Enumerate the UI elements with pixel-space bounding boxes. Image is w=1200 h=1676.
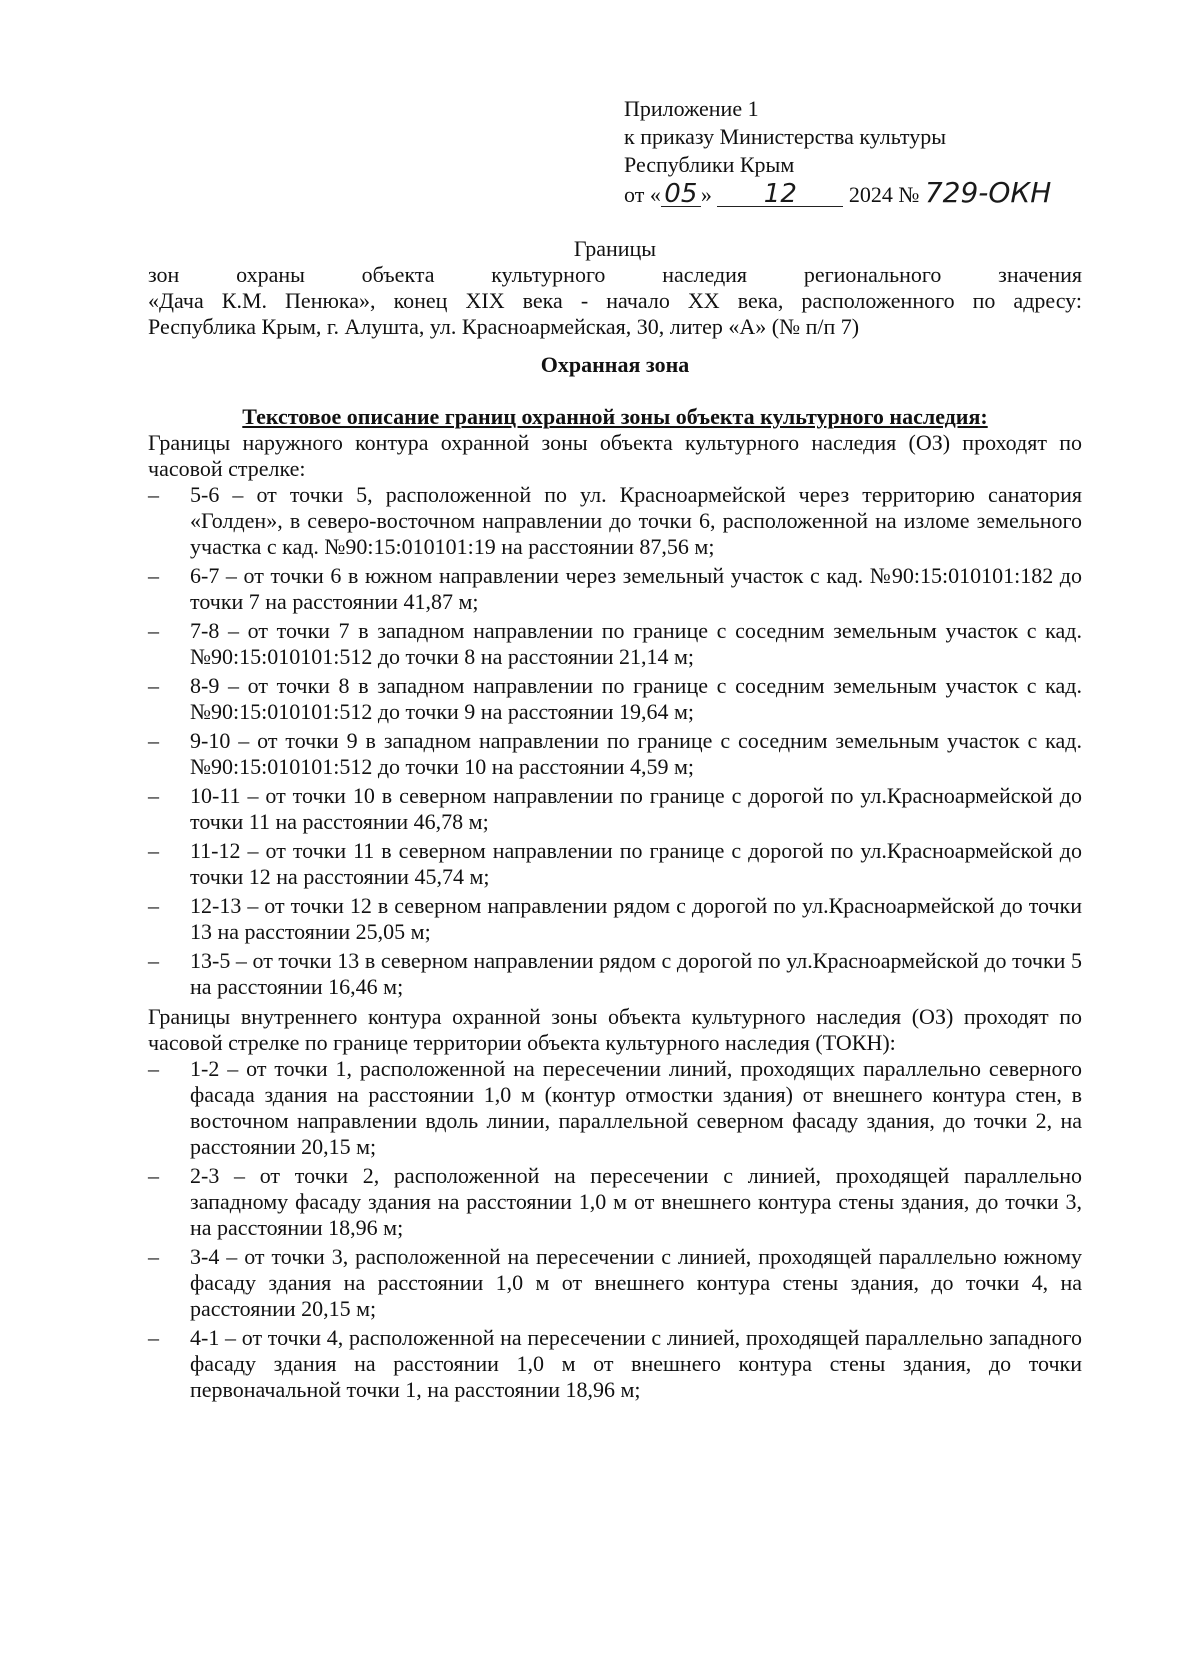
- list-item-text: 3-4 – от точки 3, расположенной на пересечении с линией, проходящей параллельно южному фасаду здания на расстоянии 1,0 м от внешнего контура стены здания, до точки 4, на расстоянии 20,15 м;: [190, 1244, 1082, 1321]
- list-item: [148, 482, 1082, 560]
- list-item-text: 10-11 – от точки 10 в северном направлении по границе с дорогой по ул.Красноармейской до точки 11 на расстоянии 46,78 м;: [190, 783, 1082, 834]
- inner-contour-list: [148, 1056, 1082, 1406]
- date-year: 2024 №: [848, 182, 920, 207]
- appendix-line-2: к приказу Министерства культуры: [624, 124, 947, 149]
- list-item-text: 8-9 – от точки 8 в западном направлении по границе с соседним земельным участок с кад. №90:15:010101:512 до точки 9 на расстоянии 19,64 м;: [190, 673, 1082, 724]
- list-item-text: 1-2 – от точки 1, расположенной на пересечении линий, проходящих параллельно северного фасада здания на расстоянии 1,0 м (контур отмостки здания) от внешнего контура стен, в восточном направлении вдоль линии, параллельной северном фасаду здания, до точки 2, на расстоянии 20,15 м;: [190, 1056, 1082, 1159]
- list-dash: –: [148, 482, 159, 507]
- list-item-text: 2-3 – от точки 2, расположенной на пересечении с линией, проходящей параллельно западному фасаду здания на расстоянии 1,0 м от внешнего контура стены здания, до точки 3, на расстоянии 18,96 м;: [190, 1163, 1082, 1240]
- list-item: [148, 1244, 1082, 1322]
- list-dash: –: [148, 728, 159, 753]
- list-item: [148, 1056, 1082, 1160]
- list-dash: –: [148, 1325, 159, 1350]
- date-day: 05: [661, 182, 701, 207]
- list-item: [148, 618, 1082, 670]
- title-line-3: Республика Крым, г. Алушта, ул. Красноармейская, 30, литер «А» (№ п/п 7): [148, 314, 860, 339]
- section-subtitle: Текстовое описание границ охранной зоны объекта культурного наследия:: [242, 404, 988, 429]
- list-item-text: 7-8 – от точки 7 в западном направлении по границе с соседним земельным участок с кад. №90:15:010101:512 до точки 8 на расстоянии 21,14 м;: [190, 618, 1082, 669]
- list-item: [148, 673, 1082, 725]
- title-line-1: зон охраны объекта культурного наследия регионального значения: [148, 262, 1082, 287]
- list-item-text: 13-5 – от точки 13 в северном направлении рядом с дорогой по ул.Красноармейской до точки 5 на расстоянии 16,46 м;: [190, 948, 1082, 999]
- list-dash: –: [148, 618, 159, 643]
- list-dash: –: [148, 673, 159, 698]
- date-prefix: от «: [624, 182, 661, 207]
- list-dash: –: [148, 948, 159, 973]
- date-mid: »: [700, 182, 712, 207]
- date-month: 12: [717, 182, 843, 207]
- list-item: [148, 563, 1082, 615]
- list-dash: –: [148, 1056, 159, 1081]
- list-item-text: 5-6 – от точки 5, расположенной по ул. Красноармейской через территорию санатория «Голден», в северо-восточном направлении до точки 6, расположенной на изломе земельного участка с кад. №90:15:010101:19 на расстоянии 87,56 м;: [190, 482, 1082, 559]
- list-item: [148, 728, 1082, 780]
- list-dash: –: [148, 563, 159, 588]
- list-item: [148, 948, 1082, 1000]
- zone-title: Охранная зона: [540, 352, 690, 377]
- title-line-2: «Дача К.М. Пенюка», конец XIX века - начало XX века, расположенного по адресу:: [148, 288, 1082, 313]
- list-item: [148, 838, 1082, 890]
- list-dash: –: [148, 1163, 159, 1188]
- order-number: 729-ОКН: [924, 176, 1052, 209]
- list-item: [148, 1163, 1082, 1241]
- list-item: [148, 1325, 1082, 1403]
- outer-contour-intro: Границы наружного контура охранной зоны объекта культурного наследия (ОЗ) проходят по часовой стрелке:: [148, 430, 1082, 481]
- list-dash: –: [148, 783, 159, 808]
- order-date-line: [624, 176, 1144, 209]
- list-dash: –: [148, 838, 159, 863]
- appendix-block: [624, 95, 1144, 209]
- list-dash: –: [148, 1244, 159, 1269]
- list-item-text: 12-13 – от точки 12 в северном направлении рядом с дорогой по ул.Красноармейской до точки 13 на расстоянии 25,05 м;: [190, 893, 1082, 944]
- list-item-text: 9-10 – от точки 9 в западном направлении по границе с соседним земельным участок с кад. №90:15:010101:512 до точки 10 на расстоянии 4,59 м;: [190, 728, 1082, 779]
- list-item-text: 4-1 – от точки 4, расположенной на пересечении с линией, проходящей параллельно западного фасаду здания на расстоянии 1,0 м от внешнего контура стены здания, до точки первоначальной точки 1, на расстоянии 18,96 м;: [190, 1325, 1082, 1402]
- list-item-text: 11-12 – от точки 11 в северном направлении по границе с дорогой по ул.Красноармейской до точки 12 на расстоянии 45,74 м;: [190, 838, 1082, 889]
- list-dash: –: [148, 893, 159, 918]
- document-heading: Границы: [573, 236, 657, 261]
- list-item-text: 6-7 – от точки 6 в южном направлении через земельный участок с кад. №90:15:010101:182 до точки 7 на расстоянии 41,87 м;: [190, 563, 1082, 614]
- list-item: [148, 783, 1082, 835]
- outer-contour-list: [148, 482, 1082, 1003]
- document-title: [148, 262, 1082, 340]
- appendix-line-1: Приложение 1: [624, 96, 759, 121]
- inner-contour-intro: Границы внутреннего контура охранной зоны объекта культурного наследия (ОЗ) проходят по часовой стрелке по границе территории объекта культурного наследия (ТОКН):: [148, 1004, 1082, 1055]
- appendix-line-3: Республики Крым: [624, 152, 795, 177]
- list-item: [148, 893, 1082, 945]
